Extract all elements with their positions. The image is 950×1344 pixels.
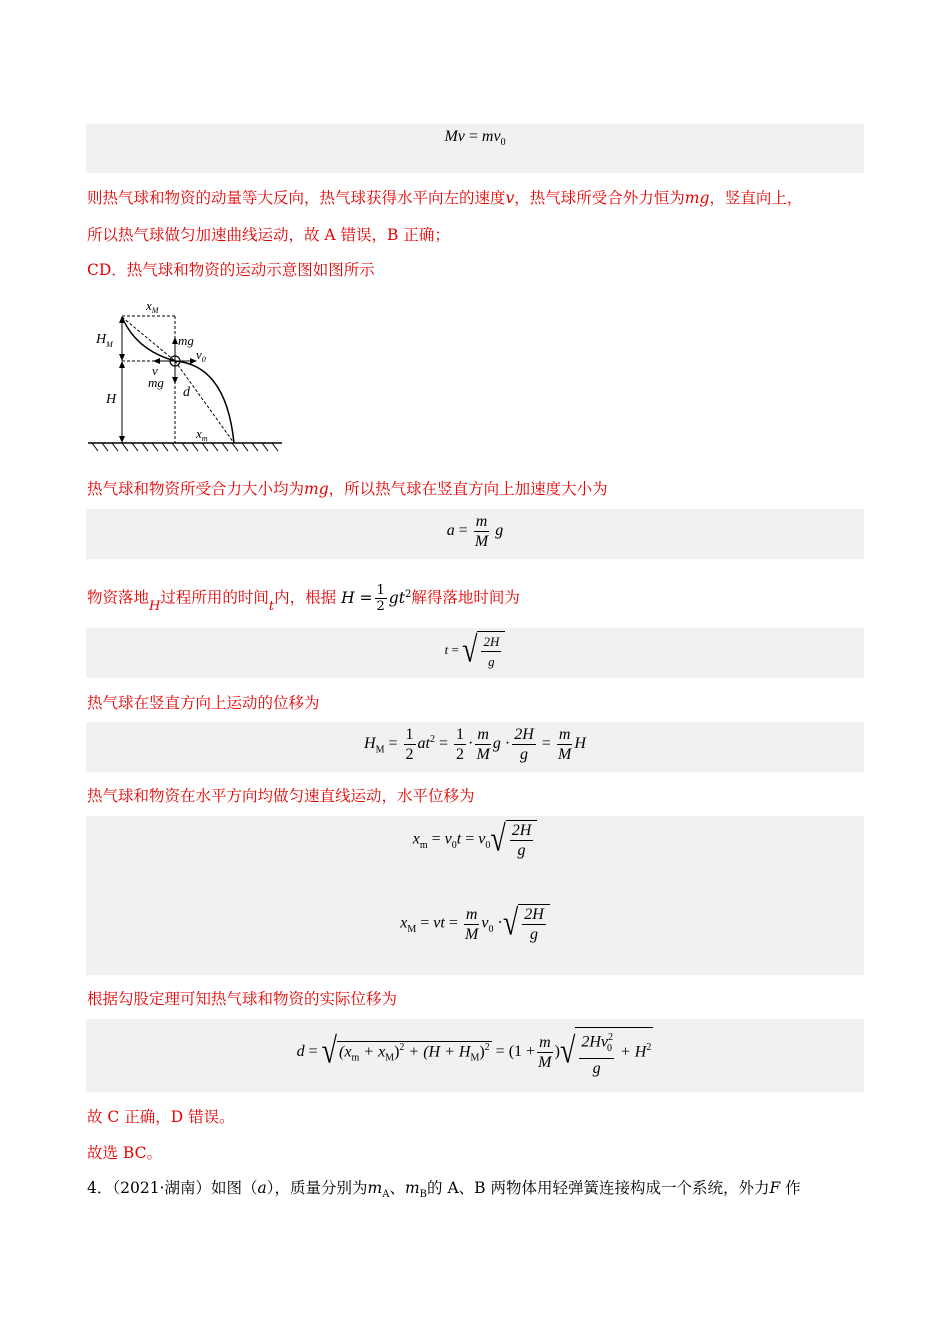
label-H: H bbox=[106, 392, 117, 407]
equation-acceleration: a = $\frac{m}{M}$ g bbox=[446, 513, 504, 550]
label-HM: $H_M$ bbox=[96, 332, 113, 349]
formula-momentum bbox=[86, 124, 864, 173]
formula-time bbox=[86, 628, 864, 678]
motion-diagram bbox=[86, 295, 286, 455]
paragraph-answer: 故选 BC。 bbox=[87, 1144, 162, 1162]
formula-acceleration bbox=[86, 509, 864, 559]
label-xm: $x_m$ bbox=[196, 426, 208, 443]
formula-horizontal bbox=[86, 816, 864, 975]
question-4: 4．（2021·湖南）如图（a），质量分别为$m_A$、$m_B$的 A、B 两物体用轻弹簧连接构成一个系统，外力F 作 bbox=[87, 1179, 801, 1201]
label-mg-top: mg bbox=[178, 333, 194, 348]
ground-hatching bbox=[92, 443, 278, 451]
equation-time: t = √ $\frac{2H}{g}$ bbox=[86, 631, 864, 671]
formula-d bbox=[86, 1019, 864, 1092]
label-xM: $x_M$ bbox=[146, 298, 159, 315]
paragraph-conclusion-ab: 所以热气球做匀加速曲线运动，故 A 错误，B 正确； bbox=[87, 226, 450, 244]
paragraph-cd-intro: CD．热气球和物资的运动示意图如图所示 bbox=[87, 261, 375, 279]
label-mg-bottom: mg bbox=[148, 375, 164, 390]
paragraph-momentum-explanation: 则热气球和物资的动量等大反向，热气球获得水平向左的速度v，热气球所受合外力恒为mg，竖直向上， bbox=[87, 189, 803, 207]
label-v: v bbox=[152, 363, 158, 378]
formula-HM bbox=[86, 722, 864, 772]
paragraph-conclusion-cd: 故 C 正确，D 错误。 bbox=[87, 1108, 235, 1126]
label-v0: $v_0$ bbox=[196, 347, 206, 364]
label-d: d bbox=[183, 385, 190, 400]
equation-HM: $H_M$ = $\frac{1}{2}$ $at^2$ = $\frac{1}{2}$ · $\frac{m}{M}$ g · $\frac{2H}{g}$ = $\frac{m}{M}$ H bbox=[364, 726, 586, 763]
equation-xM: $x_M$ = vt = $\frac{m}{M}$ $v_0$ ·√ $\frac{2H}{g}$ bbox=[86, 904, 864, 944]
equation-momentum: $Mv = mv_0$ bbox=[444, 128, 506, 149]
equation-d: d = √ $(x_m + x_M)^2 + (H + H_M)^2 = (1$ + $\frac{m}{M}$ )√ $\frac{2Hv^2_0}{g}$ + $H^2$ bbox=[86, 1027, 864, 1078]
paragraph-vertical-displacement: 热气球在竖直方向上运动的位移为 bbox=[87, 694, 320, 712]
equation-xm: $x_m = v_0t = v_0√$ $\frac{2H}{g}$ bbox=[86, 820, 864, 860]
paragraph-net-force: 热气球和物资所受合力大小均为mg，所以热气球在竖直方向上加速度大小为 bbox=[87, 480, 608, 498]
paragraph-fall-time: 物资落地$_H$过程所用的时间$_t$内，根据 H = $\frac{1}{2}$ $gt^2$解得落地时间为 bbox=[87, 583, 520, 614]
paragraph-horizontal-displacement: 热气球和物资在水平方向均做匀速直线运动，水平位移为 bbox=[87, 787, 475, 805]
paragraph-actual-displacement: 根据勾股定理可知热气球和物资的实际位移为 bbox=[87, 990, 398, 1008]
